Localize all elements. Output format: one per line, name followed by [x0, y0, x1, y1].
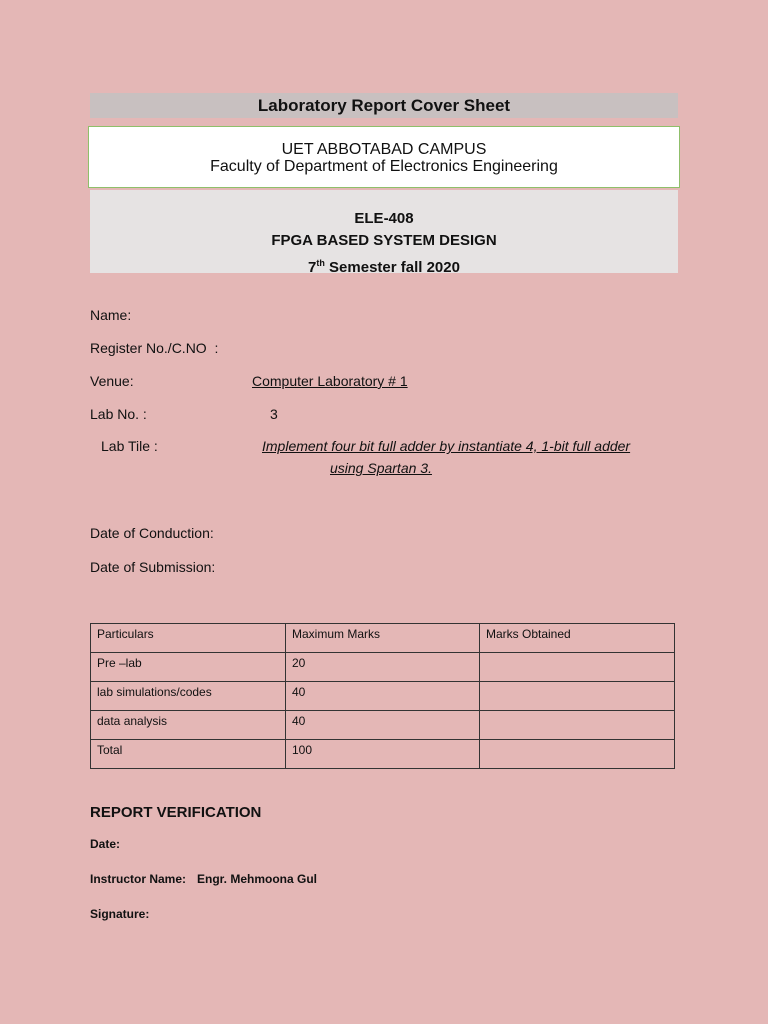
campus-name: UET ABBOTABAD CAMPUS [281, 141, 487, 158]
semester [90, 252, 678, 279]
particular-cell: lab simulations/codes [91, 682, 286, 711]
header-particulars: Particulars [91, 624, 286, 653]
instructor-label: Instructor Name: [90, 872, 187, 886]
header-max-marks: Maximum Marks [286, 624, 480, 653]
report-verification-heading: REPORT VERIFICATION [90, 804, 262, 821]
marks-table [90, 623, 675, 769]
course-box [90, 190, 678, 276]
date-conduction-label: Date of Conduction: [90, 525, 214, 541]
venue-value: Computer Laboratory # 1 [252, 373, 408, 389]
semester-suffix: th [316, 258, 325, 268]
table-row [91, 711, 675, 740]
marks-obtained-cell [480, 682, 675, 711]
verification-date-label: Date: [90, 837, 121, 851]
course-name: FPGA BASED SYSTEM DESIGN [271, 232, 497, 249]
name-label: Name: [90, 307, 132, 323]
max-marks-cell: 20 [286, 653, 480, 682]
marks-obtained-cell [480, 740, 675, 769]
max-marks-cell: 40 [286, 682, 480, 711]
max-marks-cell: 40 [286, 711, 480, 740]
particular-cell: Pre –lab [91, 653, 286, 682]
date-submission-label: Date of Submission: [90, 559, 216, 575]
marks-obtained-cell [480, 711, 675, 740]
lab-title-label: Lab Tile : [101, 438, 158, 454]
marks-obtained-cell [480, 653, 675, 682]
campus-box [88, 126, 680, 188]
course-code: ELE-408 [354, 210, 414, 227]
lab-no-value: 3 [270, 406, 278, 422]
lab-title-line1: Implement four bit full adder by instantiate 4, 1-bit full adder [262, 438, 631, 454]
semester-number: 7 [308, 259, 317, 276]
table-row [91, 682, 675, 711]
lab-title-line2: using Spartan 3. [330, 460, 432, 476]
register-label: Register No./C.NO : [90, 340, 219, 356]
lab-no-label: Lab No. : [90, 406, 147, 422]
semester-text: Semester fall 2020 [324, 259, 460, 276]
signature-label: Signature: [90, 907, 150, 921]
instructor-name: Engr. Mehmoona Gul [197, 872, 318, 886]
table-header-row [91, 624, 675, 653]
table-row [91, 653, 675, 682]
particular-cell: data analysis [91, 711, 286, 740]
header-marks-obtained: Marks Obtained [480, 624, 675, 653]
particular-cell: Total [91, 740, 286, 769]
max-marks-cell: 100 [286, 740, 480, 769]
faculty-name: Faculty of Department of Electronics Engineering [210, 158, 558, 175]
table-row [91, 740, 675, 769]
cover-sheet-title: Laboratory Report Cover Sheet [90, 93, 678, 118]
venue-label: Venue: [90, 373, 134, 389]
